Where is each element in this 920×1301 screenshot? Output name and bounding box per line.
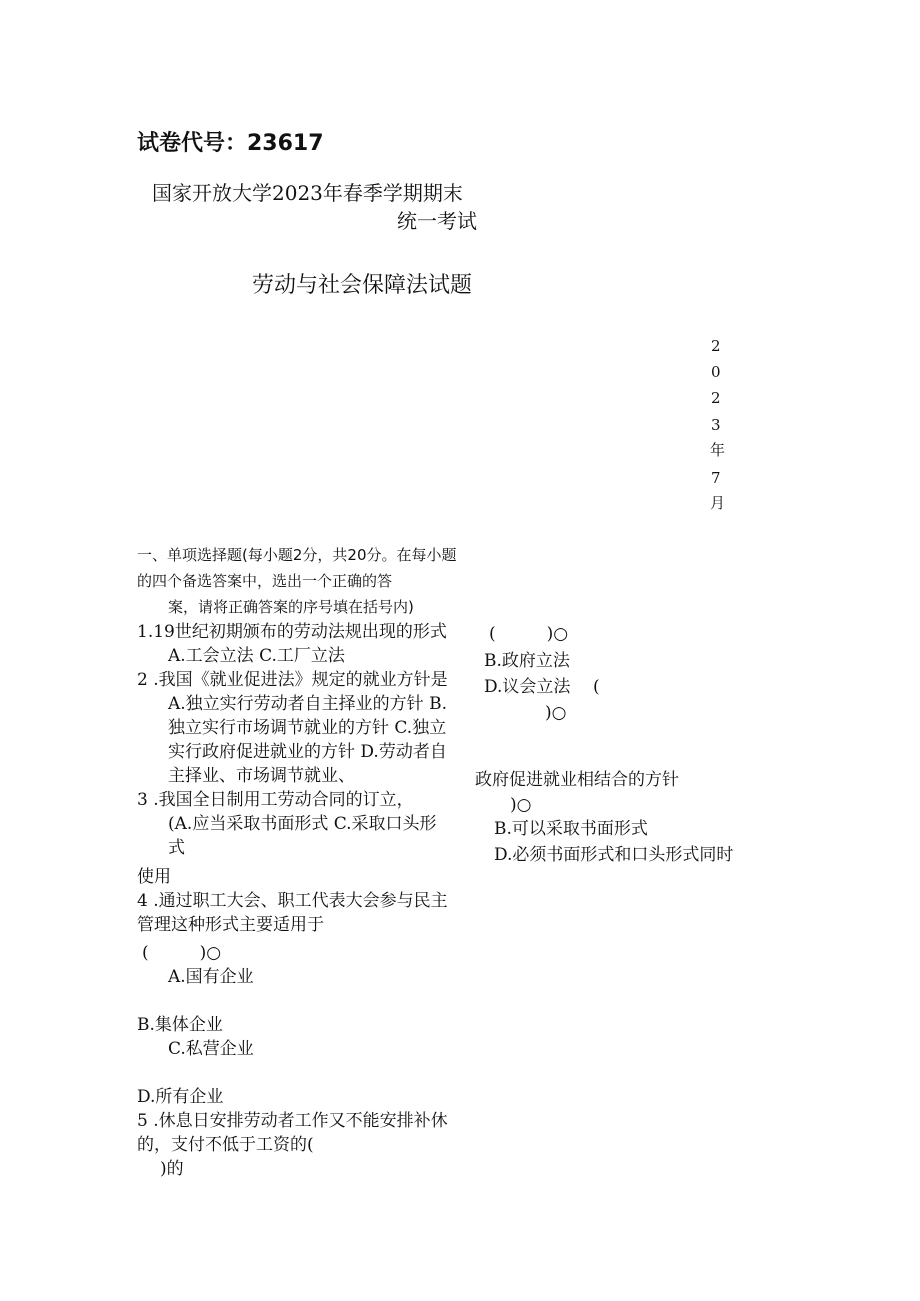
q3-stem: 3 .我国全日制用工劳动合同的订立， <box>137 790 414 810</box>
q3-option-b: B.可以采取书面形式 <box>494 819 648 839</box>
q4-option-c: C.私营企业 <box>168 1039 254 1059</box>
q2-option-line-4: 主择业、市场调节就业、 <box>168 766 355 786</box>
q2-option-line-2: 独立实行市场调节就业的方针 C.独立 <box>168 718 447 738</box>
date-char-month: 月 <box>710 494 726 512</box>
q3-option-line-2: 式 <box>168 838 185 858</box>
q4-option-b: B.集体企业 <box>137 1015 223 1035</box>
date-char-4: 3 <box>711 416 721 434</box>
subject-title: 劳动与社会保障法试题 <box>252 273 473 298</box>
q2-bracket-close: )○ <box>545 703 567 723</box>
q2-bracket-open: ( <box>593 677 600 697</box>
q2-stem: 2 .我国《就业促进法》规定的就业方针是 <box>137 670 448 690</box>
q3-option-line-1: (A.应当采取书面形式 C.采取口头形 <box>168 814 437 834</box>
section-heading-line-2: 的四个备选答案中，选出一个正确的答 <box>137 572 393 590</box>
q1-option-d: D.议会立法 <box>484 677 571 697</box>
q4-stem-line-1: 4 .通过职工大会、职工代表大会参与民主 <box>137 891 448 911</box>
q2-option-line-5: 政府促进就业相结合的方针 <box>475 770 679 790</box>
university-line-1: 国家开放大学2023年春季学期期末 <box>152 181 463 205</box>
q2-option-line-1: A.独立实行劳动者自主择业的方针 B. <box>168 694 447 714</box>
section-heading-line-3: 案，请将正确答案的序号填在括号内) <box>168 598 414 616</box>
q3-bracket-close: )○ <box>510 795 532 815</box>
q1-bracket: ( )○ <box>489 624 569 644</box>
date-char-2: 0 <box>711 363 721 381</box>
university-line-2: 统一考试 <box>397 209 477 233</box>
date-char-1: 2 <box>711 337 721 355</box>
q3-option-d-cont: 使用 <box>137 867 171 887</box>
q4-option-a: A.国有企业 <box>168 967 254 987</box>
section-heading-line-1: 一、单项选择题(每小题2分，共20分。在每小题 <box>137 546 457 564</box>
q1-option-b: B.政府立法 <box>484 651 570 671</box>
q1-stem: 1.19世纪初期颁布的劳动法规出现的形式 <box>137 622 447 642</box>
date-char-year: 年 <box>710 441 726 459</box>
q2-option-line-3: 实行政府促进就业的方针 D.劳动者自 <box>168 742 447 762</box>
exam-code: 试卷代号：23617 <box>137 131 324 156</box>
q5-stem-line-2: 的，支付不低于工资的( <box>137 1135 314 1155</box>
q3-option-d: D.必须书面形式和口头形式同时 <box>494 845 734 865</box>
q1-options-a-c: A.工会立法 C.工厂立法 <box>168 646 345 666</box>
date-char-6: 7 <box>711 469 721 487</box>
q4-bracket: ( )○ <box>142 943 222 963</box>
date-char-3: 2 <box>711 389 721 407</box>
q5-stem-line-3: )的 <box>160 1159 184 1179</box>
q4-option-d: D.所有企业 <box>137 1087 224 1107</box>
q4-stem-line-2: 管理这种形式主要适用于 <box>137 915 324 935</box>
q5-stem-line-1: 5 .休息日安排劳动者工作又不能安排补休 <box>137 1111 448 1131</box>
